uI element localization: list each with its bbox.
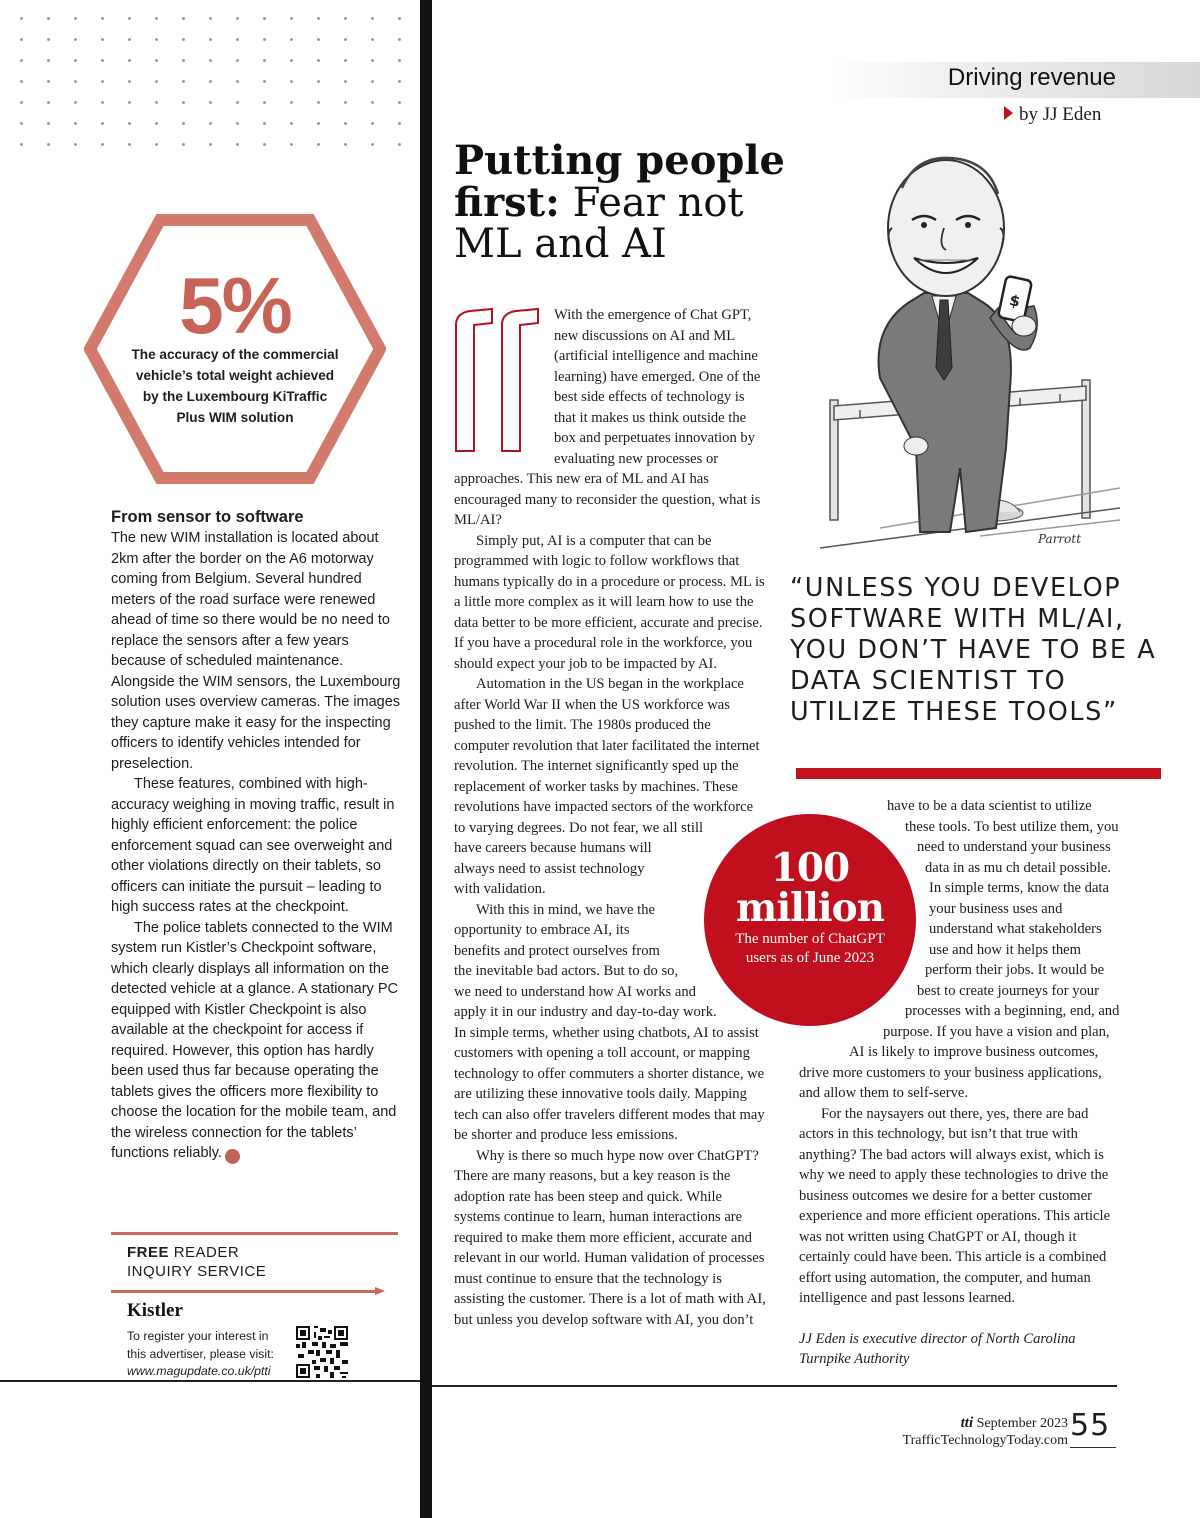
inquiry-top-rule: [111, 1232, 398, 1235]
column-divider: [420, 0, 432, 1518]
stat-circle: [704, 814, 916, 1026]
article-paragraph: Why is there so much hype now over ChatGPT? There are many reasons, but a key reason is the adoption rate has been steep and quick. While systems continue to learn, human interactions are required to make them more efficient, accurate and relevant in our world. Human validation of processes must continue to ensure that the technology is assisting the customer. There is a lot of math with AI, but unless you develop software with AI, you don’t: [454, 1147, 766, 1328]
inquiry-instructions: To register your interest in this advertiser, please visit:: [127, 1329, 274, 1361]
article-paragraph: With this in mind, we have the opportunity to embrace AI, its benefits and protect ourselves from the inevitable bad actors. But to do so, we need to understand how AI works and apply it in our industry and day-to-day work. In simple terms, whether using chatbots, AI to assist customers with opening a toll account, or mapping technology to offer commuters a shorter distance, we are utilizing these innovative tools daily. Mapping tech can also offer travelers different modes that may be shorter and produce less emissions.: [454, 901, 765, 1143]
author-bio: JJ Eden is executive director of North Carolina Turnpike Authority: [799, 1330, 1076, 1367]
dot-pattern: [0, 0, 420, 148]
byline-text: by JJ Eden: [1019, 104, 1102, 125]
inquiry-free: FREE: [127, 1244, 170, 1261]
footer-date: September 2023: [976, 1416, 1068, 1431]
footer-rule: [432, 1385, 1117, 1387]
article-headline: [454, 137, 804, 267]
pull-quote: “UNLESS YOU DEVELOP SOFTWARE WITH ML/AI, YOU DON’T HAVE TO BE A DATA SCIENTIST TO UTILIZE THESE TOOLS”: [790, 573, 1157, 727]
article-paragraph: For the naysayers out there, yes, there are bad actors in this technology, but isn’t that true with anything? The bad actors will always exist, which is why we need to apply these technologies to drive the business outcomes we desire for a better customer experience and more efficient operations. This article was not written using ChatGPT or AI, though it certainly could have been. This article is a combined effort using automation, the computer, and human intelligence and past lessons learned.: [799, 1105, 1111, 1306]
pull-quote-rule: [796, 768, 1161, 779]
svg-text:$: $: [1007, 291, 1022, 311]
page-number-underline: [1070, 1447, 1116, 1448]
article-paragraph: Automation in the US began in the workplace after World War II when the US workforce was pushed to the limit. The 1980s produced the computer revolution that later facilitated the internet revolution. The internet significantly sped up the replacement of worker tasks by machines. These revolutions have impacted sectors of the workforce to varying degrees. Do not fear, we all still have careers because humans will always need to assist technology with validation.: [454, 676, 760, 897]
inquiry-url[interactable]: www.magupdate.co.uk/ptti: [127, 1364, 271, 1378]
inquiry-text: [127, 1328, 289, 1381]
headline-regular: Fear not ML and AI: [454, 180, 744, 267]
sidebar-heading: From sensor to software: [111, 508, 304, 526]
stat-hexagon: [84, 212, 386, 486]
article-paragraph: Simply put, AI is a computer that can be programmed with logic to follow workflows that humans typically do in a procedure or process. ML is a little more complex as it will learn how to use the data better to be more efficient, accurate and precise. If you have a procedural role in the workforce, you should expect your job to be impacted by AI.: [454, 532, 765, 672]
inquiry-arrow-rule: [111, 1290, 375, 1293]
section-banner: [830, 62, 1200, 98]
sidebar-paragraph: [111, 918, 401, 1165]
article-column-1: [454, 305, 768, 1330]
article-paragraph: With the emergence of Chat GPT, new discussions on AI and ML (artificial intelligence and machine learning) have emerged. One of the best side effects of technology is that it makes us think outside the box and perpetuates innovation by evaluating new processes or approaches. This new era of ML and AI has encouraged many to reconsider the question, what is ML/AI?: [454, 307, 761, 528]
triangle-bullet-icon: [1004, 106, 1013, 120]
article-paragraph: have to be a data scientist to utilize these tools. To best utilize them, you need to understand your business data in as mu ch detail possible. In simple terms, know the data your business uses and understand what stakeholders use and how it helps them perform their jobs. It would be best to create journeys for your processes with a beginning, end, and purpose. If you have a vision and plan, AI is likely to improve business outcomes, drive more customers to your business applications, and allow them to self-serve.: [799, 798, 1120, 1101]
sidebar-paragraph: These features, combined with high-accuracy weighing in moving traffic, result in highly efficient enforcement: the police enforcement squad can see overweight and other violations directly on their tablets, so officers can initiate the pursuit – leading to high success rates at the checkpoint.: [111, 776, 395, 915]
page-footer: [858, 1415, 1068, 1449]
stat-circle-value: 100 million: [736, 845, 884, 931]
section-label: Driving revenue: [947, 64, 1116, 91]
sidebar-paragraph-text: The police tablets connected to the WIM system run Kistler’s Checkpoint software, which clearly displays all information on the detected vehicle at a glance. A stationary PC equipped with Kistler Checkpoint is also available at the checkpoint for access if required. However, this option has hardly been used thus far because operating the tablets gives the officers more flexibility to choose the location for the mobile team, and the wireless connection for the tablets’ functions reliably.: [111, 919, 398, 1161]
headline-bold: Putting people first:: [454, 137, 785, 226]
page-number: 55: [1070, 1408, 1111, 1443]
sidebar-paragraph: The new WIM installation is located about 2km after the border on the A6 motorway coming from Belgium. Several hundred meters of the road surface were renewed ahead of time so there would be no need to replace the sensors after a few years because of scheduled maintenance. Alongside the WIM sensors, the Luxembourg solution uses overview cameras. The images they capture make it easy for the inspecting officers to identify vehicles intended for preselection.: [111, 530, 401, 772]
inquiry-reader: READER: [173, 1244, 240, 1261]
footer-site[interactable]: TrafficTechnologyToday.com: [902, 1433, 1068, 1448]
byline: [1004, 104, 1101, 126]
inquiry-title: [127, 1244, 239, 1261]
stat-value: 5%: [179, 261, 291, 350]
footer-brand: tti: [960, 1415, 974, 1431]
caricature-illustration: [820, 128, 1120, 558]
inquiry-subtitle: INQUIRY SERVICE: [127, 1263, 267, 1280]
left-bottom-rule: [0, 1380, 420, 1382]
stat-caption: The accuracy of the commercial vehicle’s total weight achieved by the Luxembourg KiTraffic Plus WIM solution: [131, 347, 339, 425]
end-mark-icon: ✕: [225, 1149, 240, 1164]
qr-code-icon[interactable]: [296, 1326, 348, 1378]
stat-circle-caption: The number of ChatGPT users as of June 2023: [735, 931, 885, 966]
arrow-head-icon: [375, 1287, 385, 1295]
inquiry-company: Kistler: [127, 1300, 183, 1321]
drop-quote-spacer: [454, 305, 554, 469]
cartoon-signature: Parrott: [1038, 532, 1082, 546]
sidebar-article: [111, 506, 401, 1164]
